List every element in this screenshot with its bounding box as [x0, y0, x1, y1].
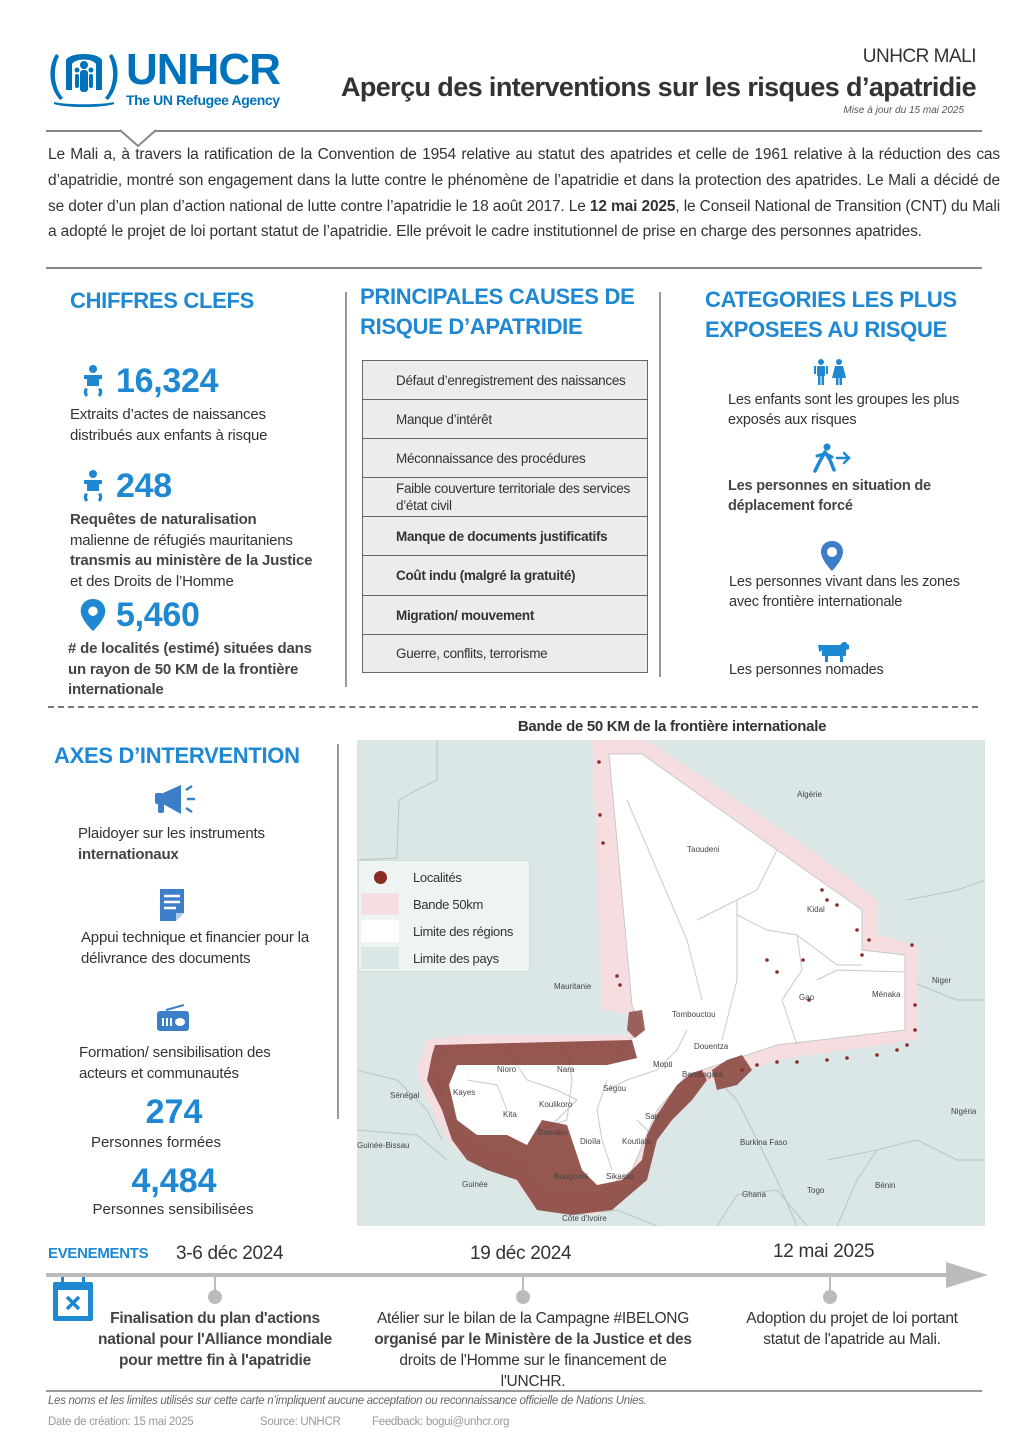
list-item: Migration/ mouvement [363, 596, 647, 635]
event-desc [712, 1308, 992, 1350]
document-icon [159, 888, 185, 922]
locality-dot [601, 841, 605, 845]
key-figure-naturalisation [70, 466, 340, 592]
locality-dot [740, 1068, 744, 1072]
event-desc [80, 1308, 350, 1371]
event-desc-line: Adoption du projet de loi portant [746, 1310, 958, 1327]
region-label: Gao [799, 993, 815, 1002]
country-label: Mauritanie [554, 982, 592, 991]
axis-desc [78, 824, 338, 865]
country-swatch [361, 947, 399, 969]
legend-label: Limite des régions [413, 923, 514, 939]
megaphone-icon [154, 784, 200, 816]
categories-title-line: CATEGORIES LES PLUS [705, 287, 957, 312]
key-figure-desc: # de localités (estimé) situées dans un rayon de 50 KM de la frontière internationale [68, 640, 312, 698]
list-item: Manque d’intérêt [363, 400, 647, 439]
country-label: Nigéria [951, 1107, 977, 1116]
locality-swatch [374, 871, 387, 884]
region-label: Douentza [694, 1042, 729, 1051]
region-label: Ménaka [872, 990, 901, 999]
intro-date-highlight: 12 mai 2025 [589, 197, 676, 215]
sensitised-count: 4,484 [131, 1162, 217, 1200]
country-label: Bénin [875, 1181, 896, 1190]
region-label: Koutiala [622, 1137, 651, 1146]
column-divider [659, 292, 661, 677]
key-figure-value: 5,460 [116, 595, 200, 634]
event-desc-line: droits de l'Homme sur le financement de [399, 1352, 667, 1369]
unhcr-logo [46, 44, 306, 114]
intro-text-2: , le Conseil National de Transition (CNT) du Mali a adopté le projet de loi portant statut de l’apatridie. Elle prévoit le cadre institutionnel de prise en charge des personnes apatrides. [48, 197, 1000, 241]
locality-dot [905, 1043, 909, 1047]
legend-item-regions [359, 920, 529, 942]
children-icon [810, 358, 850, 388]
unhcr-emblem-icon [46, 46, 122, 108]
map-title: Bande de 50 KM de la frontière internationale [517, 718, 827, 735]
top-divider [46, 130, 982, 132]
causes-title-line: RISQUE D’APATRIDIE [360, 314, 583, 339]
category-desc: Les personnes nomades [729, 662, 884, 678]
locality-dot [835, 903, 839, 907]
category-desc: Les personnes en situation de déplacement forcé [728, 478, 931, 514]
border-line [827, 1150, 877, 1160]
category-desc-text: Les personnes vivant dans les zones avec frontière internationale [729, 574, 960, 610]
logo-wordmark: UNHCR [126, 45, 280, 94]
region-label: Bamako [538, 1128, 568, 1137]
region-swatch [361, 920, 399, 942]
region-label: Nara [557, 1065, 575, 1074]
country-label: Guinée [462, 1180, 488, 1189]
key-figure-value: 16,324 [116, 361, 219, 400]
timeline-dot [208, 1290, 222, 1304]
country-label: Guinée-Bissau [357, 1141, 410, 1150]
country-label: Sénégal [390, 1091, 420, 1100]
column-divider [337, 744, 339, 1119]
event-desc-line: Atélier sur le bilan de la Campagne #IBELONG [376, 1310, 690, 1327]
running-person-icon [812, 443, 852, 473]
region-label: Mopti [653, 1060, 673, 1069]
region-label: Tombouctou [672, 1010, 716, 1019]
region-label: Kita [503, 1110, 517, 1119]
locality-dot [867, 938, 871, 942]
region-label: Nioro [497, 1065, 517, 1074]
sensitised-label: Personnes sensibilisées [92, 1201, 254, 1218]
locality-dot [597, 760, 601, 764]
event-desc-line: national pour l'Alliance mondiale [98, 1331, 332, 1348]
legend-label: Localités [413, 869, 462, 885]
region-label: Koulikoro [539, 1100, 573, 1109]
locality-dot [910, 943, 914, 947]
trained-label: Personnes formées [90, 1134, 222, 1151]
list-item: Guerre, conflits, terrorisme [363, 635, 647, 672]
region-label: Kidal [807, 905, 825, 914]
radio-icon [156, 1004, 190, 1032]
locality-dot [875, 1053, 879, 1057]
source: Source: UNHCR [260, 1416, 341, 1428]
timeline-line [46, 1273, 956, 1277]
section-divider [48, 706, 978, 708]
event-date: 19 déc 2024 [470, 1243, 572, 1264]
event-desc [352, 1308, 714, 1392]
map-canvas [357, 740, 985, 1226]
key-figures-title: CHIFFRES CLEFS [70, 288, 255, 313]
map-legend [358, 860, 530, 972]
border-line [907, 880, 985, 900]
timeline-dot [823, 1290, 837, 1304]
axis-desc: Appui technique et financier pour la délivrance des documents [81, 929, 309, 967]
country-label: Algérie [797, 790, 822, 799]
logo-tagline: The UN Refugee Agency [126, 92, 280, 108]
list-item: Méconnaissance des procédures [363, 439, 647, 478]
key-figure-desc: transmis au ministère de la Justice [70, 552, 313, 569]
location-pin-icon [78, 598, 108, 632]
band-swatch [361, 893, 399, 915]
cattle-icon [816, 639, 850, 663]
border-line [357, 740, 437, 860]
country-label: Niger [932, 976, 952, 985]
locality-dot [598, 813, 602, 817]
baby-icon [78, 469, 108, 503]
region-label: Sikasso [606, 1172, 635, 1181]
region-label: Dioïla [580, 1137, 601, 1146]
event-date: 12 mai 2025 [773, 1241, 875, 1262]
key-figure-desc: malienne de réfugiés mauritaniens [70, 531, 293, 549]
locality-dot [615, 974, 619, 978]
event-desc-line: l'UNCHR. [500, 1373, 566, 1390]
legend-label: Bande 50km [413, 896, 483, 912]
locality-dot [845, 1056, 849, 1060]
locality-dot [755, 1063, 759, 1067]
key-figure-birth-certificates [70, 361, 340, 446]
locality-dot [618, 983, 622, 987]
border-line [837, 1140, 985, 1226]
feedback-contact[interactable]: Feedback: bogui@unhcr.org [372, 1416, 510, 1428]
intro-text-1: Le Mali a, à travers la ratification de la Convention de 1954 relative au statut des apatrides et celle de 1961 relative à la réduction des cas d’apatridie, montré son engagement dans la lutte contre le phénomène de l’apatridie et dans la protection des apatrides. Le Mali a décidé de se doter d’un plan d’action national de lutte contre l’apatridie le 18 août 2017. Le [48, 146, 1000, 215]
org-name: UNHCR MALI [862, 46, 976, 67]
intro-paragraph [48, 142, 1000, 245]
mali-map[interactable] [357, 740, 985, 1226]
locality-dot [913, 1003, 917, 1007]
region-label: Bougouni [554, 1172, 588, 1181]
locality-dot [765, 958, 769, 962]
list-item: Faible couverture territoriale des services d’état civil [363, 478, 647, 517]
locality-dot [820, 888, 824, 892]
legend-item-band [359, 893, 529, 915]
mali-territory [435, 754, 905, 1198]
locality-dot [775, 970, 779, 974]
locality-dot [825, 898, 829, 902]
categories-title [705, 285, 995, 345]
country-label: Burkina Faso [740, 1138, 788, 1147]
axis-desc: Formation/ sensibilisation des acteurs et communautés [79, 1044, 271, 1082]
key-figure-value: 248 [116, 466, 172, 505]
legend-label: Limite des pays [413, 950, 499, 966]
axis-desc-line: Plaidoyer sur les instruments [78, 825, 265, 842]
region-label: San [645, 1112, 660, 1121]
page-title: Aperçu des interventions sur les risques d’apatridie [340, 72, 976, 102]
event-desc-line: pour mettre fin à l'apatridie [119, 1352, 311, 1369]
causes-title [360, 282, 660, 342]
timeline-dot [516, 1290, 530, 1304]
locality-dot [775, 1060, 779, 1064]
column-divider [345, 292, 347, 687]
axis-desc-line: internationaux [78, 845, 179, 863]
baby-icon [78, 364, 108, 398]
location-pin-icon [820, 540, 844, 572]
locality-dot [913, 1028, 917, 1032]
region-label: Ségou [603, 1084, 627, 1093]
categories-title-line: EXPOSEES AU RISQUE [705, 317, 947, 342]
locality-dot [795, 1060, 799, 1064]
timeline-arrow [946, 1262, 988, 1288]
locality-dot [825, 1058, 829, 1062]
list-item: Manque de documents justificatifs [363, 517, 647, 556]
causes-title-line: PRINCIPALES CAUSES DE [360, 284, 635, 309]
locality-dot [855, 928, 859, 932]
map-disclaimer: Les noms et les limites utilisés sur cette carte n’impliquent aucune acceptation ou reconnaissance officielle de Nations Unies. [48, 1395, 647, 1407]
update-date: Mise à jour du 15 mai 2025 [843, 105, 964, 116]
intro-divider [46, 267, 982, 269]
event-desc-line: Finalisation du plan d'actions [110, 1310, 320, 1327]
key-figure-desc: et des Droits de l’Homme [70, 572, 234, 590]
country-label: Ghana [742, 1190, 767, 1199]
region-label: Kayes [453, 1088, 476, 1097]
country-label: Côte d'Ivoire [562, 1214, 607, 1223]
locality-dot [895, 1048, 899, 1052]
events-title: EVENEMENTS [48, 1245, 149, 1262]
locality-dot [860, 953, 864, 957]
region-label: Taoudeni [687, 845, 720, 854]
list-item: Coût indu (malgré la gratuité) [363, 556, 647, 596]
event-date: 3-6 déc 2024 [176, 1243, 284, 1264]
causes-list [362, 360, 648, 673]
event-desc-line: organisé par le Ministère de la Justice et des [374, 1331, 692, 1348]
key-figure-desc: Requêtes de naturalisation [70, 511, 257, 528]
axes-title: AXES D’INTERVENTION [54, 743, 300, 768]
category-desc: Les enfants sont les groupes les plus exposés aux risques [728, 392, 960, 428]
category-desc [729, 573, 969, 612]
list-item: Défaut d’enregistrement des naissances [363, 361, 647, 400]
key-figure-localities [68, 595, 348, 701]
event-desc-line: statut de l'apatride au Mali. [763, 1331, 941, 1348]
creation-date: Date de création: 15 mai 2025 [48, 1416, 194, 1428]
legend-item-localities [359, 866, 529, 888]
footer-divider [46, 1390, 982, 1392]
country-label: Togo [807, 1186, 825, 1195]
legend-item-countries [359, 947, 529, 969]
key-figure-desc: Extraits d’actes de naissances distribués aux enfants à risque [70, 406, 268, 444]
locality-dot [801, 958, 805, 962]
region-label: Bandiagara [682, 1070, 723, 1079]
trained-count: 274 [145, 1093, 203, 1131]
